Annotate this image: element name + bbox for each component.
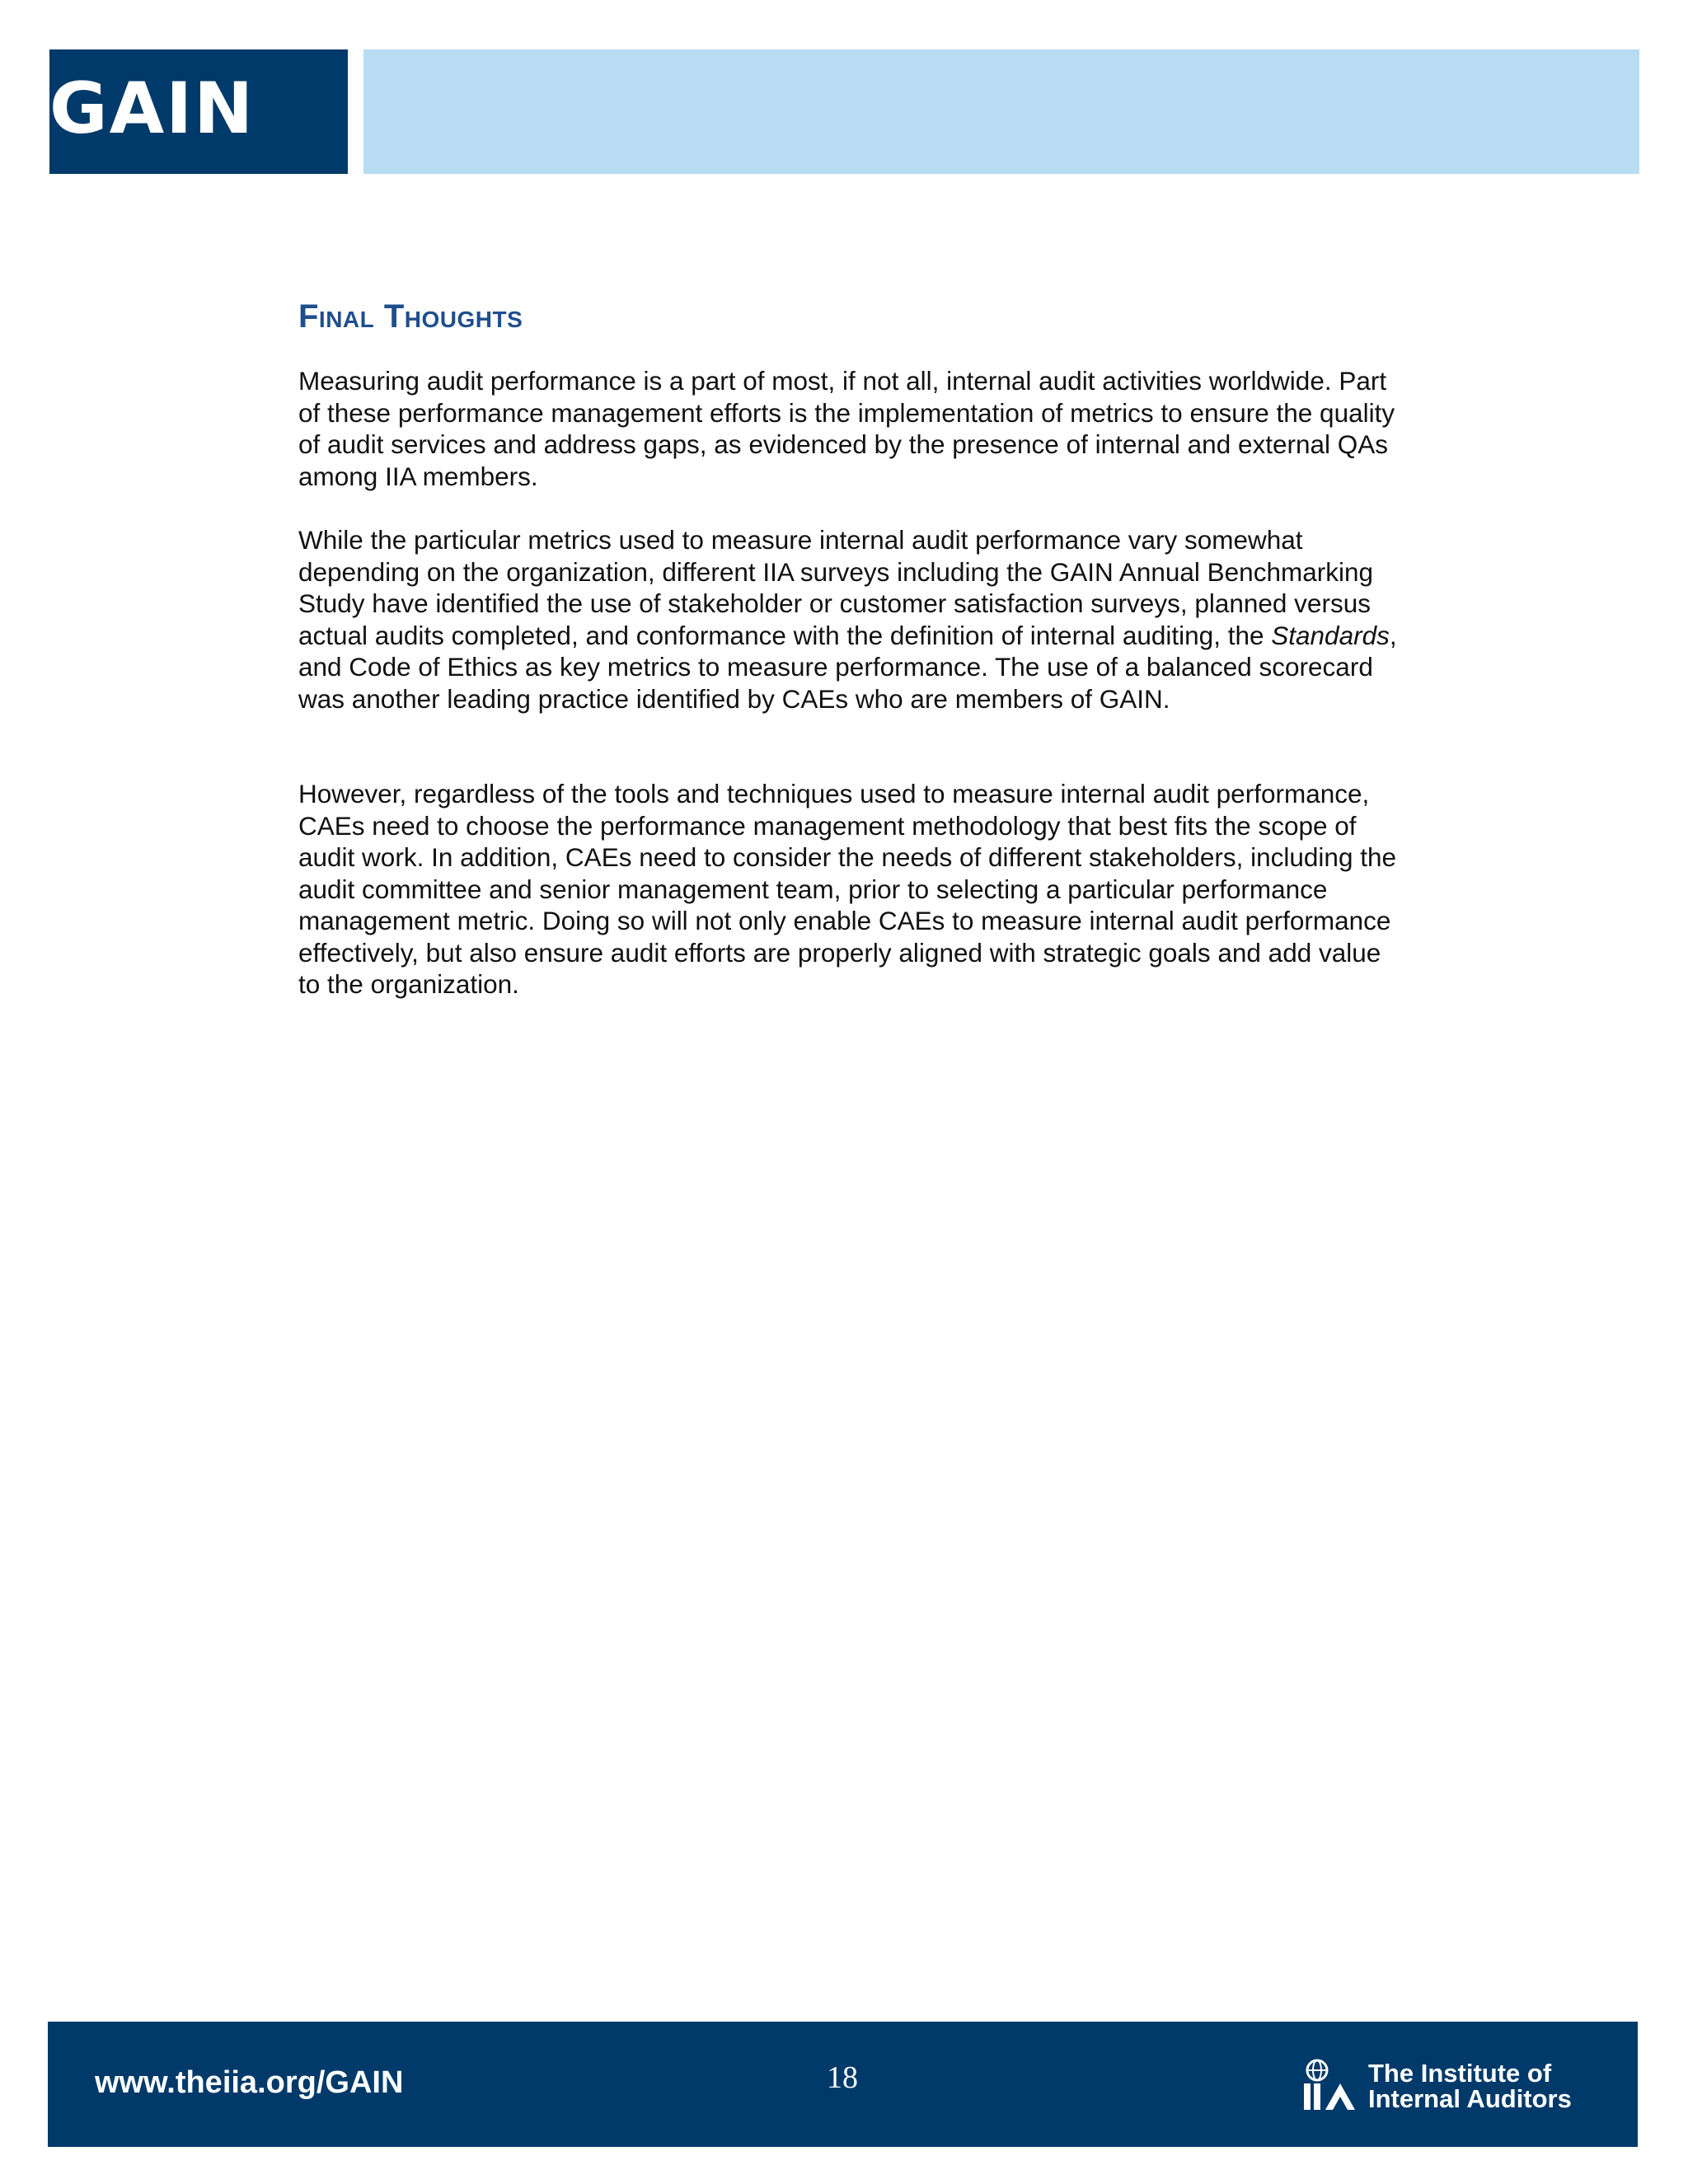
paragraph-3: However, regardless of the tools and techniques used to measure internal audit performance, CAEs need to choose the performance management methodology that best fits the scope of audit work. In addition, CAEs need to consider the needs of different stakeholders, including the audit committee and senior management team, prior to selecting a particular performance management metric. Doing so will not only enable CAEs to measure internal audit performance effectively, but also ensure audit efforts are properly aligned with strategic goals and add value to the organization. [298, 779, 1396, 999]
footer-url-link[interactable]: www.theiia.org/GAIN [95, 2065, 404, 2100]
footer [48, 2022, 1638, 2147]
org-name-line-1: The Institute of [1368, 2059, 1552, 2088]
iia-globe-logo-icon [1301, 2059, 1367, 2111]
iia-org-logo [1301, 2059, 1614, 2111]
paragraph-2-text-b: , and Code of Ethics as key metrics to measure performance. The use of a balanced scorecard was another leading practice identified by CAEs who are members of GAIN. [298, 620, 1397, 714]
standards-italic: Standards [1271, 620, 1390, 650]
paragraph-1: Measuring audit performance is a part of most, if not all, internal audit activities worldwide. Part of these performance management efforts is the implementation of metrics to ensure the quality of audit services and address gaps, as evidenced by the presence of internal and external QAs among IIA members. [298, 366, 1395, 491]
page-number: 18 [827, 2060, 858, 2095]
gain-logo: GAIN [49, 68, 256, 150]
section-heading: Final Thoughts [298, 298, 523, 335]
paragraph-2-text-a: While the particular metrics used to measure internal audit performance vary somewhat depending on the organization, different IIA surveys including the GAIN Annual Benchmarking Study have identified the use of stakeholder or customer satisfaction surveys, planned versus actual audits completed, and conformance with the definition of internal auditing, the [298, 525, 1374, 650]
org-name-line-2: Internal Auditors [1368, 2084, 1572, 2113]
paragraph-2 [298, 524, 1403, 715]
header-band [363, 49, 1639, 174]
